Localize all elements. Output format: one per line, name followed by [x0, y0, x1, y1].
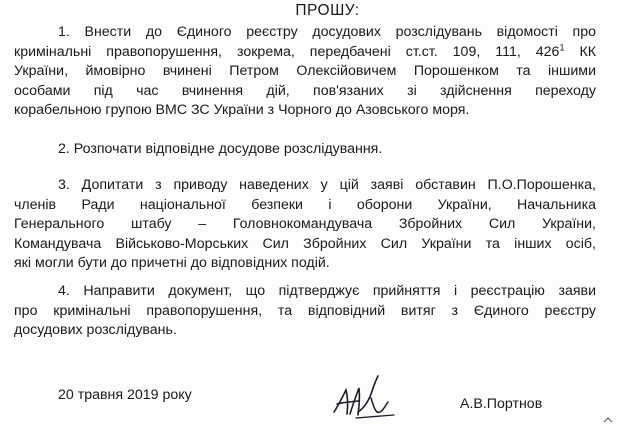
request-item-2 — [14, 140, 596, 160]
document-heading: ПРОШУ: — [295, 2, 360, 19]
request-item-1-line — [14, 43, 596, 63]
article-superscript: 1 — [559, 41, 565, 52]
request-item-3-line: які могли бути до причетні до відповідних подій. — [14, 255, 330, 272]
request-item-1-line: особами під час вчинення дій, пов'язаних зі здійснення переходу — [14, 82, 596, 99]
handwritten-signature — [328, 368, 420, 424]
request-item-3-line: 3. Допитати з приводу наведених у цій заяві обставин П.О.Порошенка, — [58, 177, 596, 193]
request-item-3-line: членів Ради національної безпеки і оборони України, Начальника — [14, 196, 596, 213]
request-item-4 — [14, 282, 596, 341]
request-item-1-line-tail: КК — [564, 43, 596, 60]
request-item-3-line: Генерального штабу – Головнокомандувача Збройних Сил України, — [14, 216, 596, 233]
request-item-1-line-text: кримінальні правопорушення, зокрема, передбачені ст.ст. 109, 111, 426 — [14, 43, 560, 60]
request-item-4-line: про кримінальні правопорушення, та відповідний витяг з Єдиного реєстру — [14, 302, 596, 319]
request-item-1-line: України, ймовірно вчинені Петром Олексійовичем Порошенком та іншими — [14, 63, 596, 80]
document-date: 20 травня 2019 року — [58, 387, 192, 403]
request-item-3 — [14, 176, 596, 274]
signer-name: А.В.Портнов — [460, 396, 543, 412]
request-item-3-line: Командувача Військово-Морських Сил Збройних Сил України та інших осіб, — [14, 235, 596, 252]
request-item-4-line: досудових розслідувань. — [14, 322, 177, 339]
request-item-1-line: 1. Внести до Єдиного реєстру досудових розслідувань відомості про — [58, 24, 596, 40]
corner-mark-icon — [603, 417, 613, 423]
request-item-2-line: 2. Розпочати відповідне досудове розслідування. — [58, 141, 383, 157]
request-item-1-line: корабельною групою ВМС ЗС України з Чорного до Азовського моря. — [14, 102, 470, 119]
request-item-4-line: 4. Направити документ, що підтверджує прийняття і реєстрацію заяви — [58, 283, 596, 299]
request-item-1 — [14, 23, 596, 121]
